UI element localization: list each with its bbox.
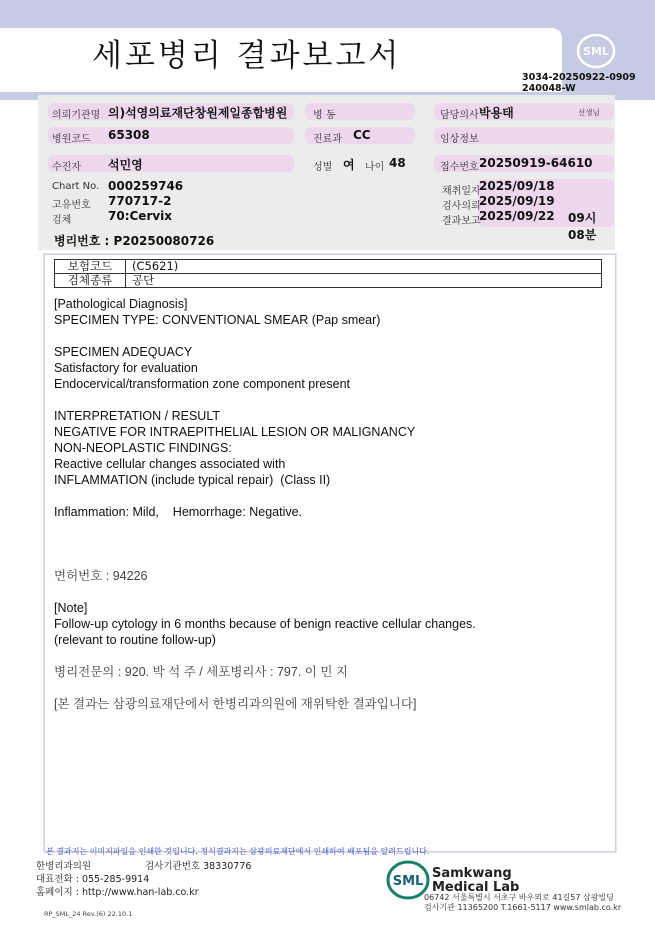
insurance-code-label: 보험코드 (55, 260, 126, 274)
svg-text:SML: SML (392, 874, 424, 889)
report-line (54, 680, 614, 696)
report-line: NEGATIVE FOR INTRAEPITHELIAL LESION OR MALIGNANCY (54, 425, 416, 439)
report-line: (relevant to routine follow-up) (54, 633, 216, 647)
sml-logo-icon (576, 33, 616, 69)
phone-number: 대표전화 : 055-285-9914 (36, 874, 150, 885)
unique-no-label: 고유번호 (52, 200, 91, 211)
age-label: 나이 (365, 162, 385, 173)
consignment-note: [본 결과는 삼광의료재단에서 한병리과의원에 재위탁한 결과입니다] (54, 697, 417, 711)
samkwang-address: 06742 서울특별시 서초구 바우뫼로 41길57 삼광빌딩 검사기관 11365200 T.1661-5117 www.smlab.co.kr (424, 893, 622, 912)
report-line: [Note] (54, 601, 88, 615)
specimen-label: 검체 (52, 215, 72, 226)
report-line (54, 552, 614, 568)
report-line (54, 536, 614, 552)
pathology-number: 병리번호 : P20250080726 (54, 234, 215, 248)
clinical-info-label: 임상정보 (440, 134, 479, 145)
report-date-label: 결과보고 (442, 216, 481, 227)
specimen-type-label: 검체종류 (55, 274, 126, 288)
table-row (55, 274, 602, 288)
age-value: 48 (389, 156, 406, 170)
ward-label: 병 동 (313, 110, 336, 121)
collect-date-value: 2025/09/18 (479, 179, 555, 193)
chart-label: Chart No. (52, 181, 100, 192)
report-line: SPECIMEN ADEQUACY (54, 345, 193, 359)
report-line: SPECIMEN TYPE: CONVENTIONAL SMEAR (Pap smear) (54, 313, 381, 327)
doctor-label: 담당의사 (440, 110, 479, 121)
unique-no-value: 770717-2 (108, 194, 172, 208)
clinic-name: 한병리과의원 (36, 861, 92, 872)
sex-value: 여 (343, 158, 355, 172)
report-line: Inflammation: Mild, Hemorrhage: Negative. (54, 505, 303, 519)
document-number: 3034-20250922-0909 240048-W (522, 72, 636, 94)
receipt-value: 20250919-64610 (479, 156, 593, 170)
insurance-code-value: (C5621) (126, 260, 602, 274)
svg-text:SML: SML (583, 45, 609, 58)
request-org-value: 의)석영의료재단창원제일종합병원 (108, 106, 288, 120)
samkwang-brand: Samkwang Medical Lab (432, 866, 520, 895)
footer-notice: 본 결과지는 이미지파일을 인쇄한 것입니다. 정식결과지는 삼광의료재단에서 인쇄하여 배포됨을 알려드립니다. (46, 847, 430, 856)
receipt-label: 접수번호 (440, 162, 479, 173)
report-line (54, 584, 614, 600)
patient-name: 석민영 (108, 158, 143, 172)
report-line: NON-NEOPLASTIC FINDINGS: (54, 441, 232, 455)
dept-label: 진료과 (313, 134, 342, 145)
report-body (54, 296, 614, 712)
collect-date-label: 채취일자 (442, 186, 481, 197)
report-time-value: 09시 08분 (568, 211, 597, 242)
insurance-table (54, 259, 602, 288)
report-line (54, 648, 614, 664)
report-line: Reactive cellular changes associated with (54, 457, 286, 471)
table-row (55, 260, 602, 274)
inspect-date-label: 검사의뢰 (442, 201, 481, 212)
report-line: Satisfactory for evaluation (54, 361, 198, 375)
report-date-value: 2025/09/22 (479, 209, 555, 223)
inspect-date-value: 2025/09/19 (479, 194, 555, 208)
revision-code: RP_SML_24 Rev.(6) 22.10.1 (44, 910, 133, 918)
institution-number: 검사기관번호 38330776 (145, 861, 252, 872)
license-number: 면허번호 : 94226 (54, 569, 148, 583)
patient-info-area (38, 95, 615, 250)
sex-label: 성별 (313, 162, 333, 173)
specimen-value: 70:Cervix (108, 209, 173, 223)
report-line (54, 328, 614, 344)
report-line: [Pathological Diagnosis] (54, 297, 188, 311)
report-line: INTERPRETATION / RESULT (54, 409, 220, 423)
report-line: Follow-up cytology in 6 months because of benign reactive cellular changes. (54, 617, 476, 631)
homepage-link[interactable]: 홈페이지 : http://www.han-lab.co.kr (36, 887, 199, 898)
request-org-label: 의뢰기관명 (52, 110, 101, 121)
page-title: 세포병리 결과보고서 (92, 38, 402, 74)
doctor-suffix: 선생님 (578, 108, 600, 117)
hospital-code-label: 병원코드 (52, 134, 91, 145)
pathologist-signature: 병리전문의 : 920. 박 석 주 / 세포병리사 : 797. 이 민 지 (54, 665, 348, 679)
chart-value: 000259746 (108, 179, 184, 193)
report-line: Endocervical/transformation zone component present (54, 377, 350, 391)
report-line (54, 520, 614, 536)
report-line: INFLAMMATION (include typical repair) (Class II) (54, 473, 331, 487)
patient-label: 수진자 (52, 162, 81, 173)
report-line (54, 392, 614, 408)
doctor-value: 박용태 (479, 106, 514, 120)
dept-value: CC (353, 128, 371, 142)
report-line (54, 488, 614, 504)
specimen-type-value: 공단 (126, 274, 602, 288)
hospital-code-value: 65308 (108, 128, 150, 142)
